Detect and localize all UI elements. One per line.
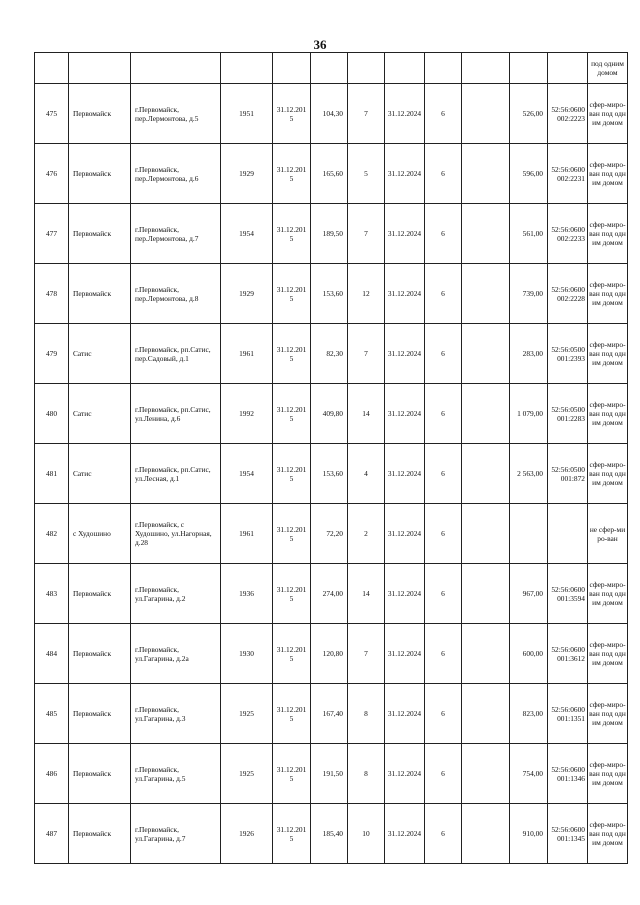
cell-cost bbox=[510, 504, 548, 564]
cell-address: г.Первомайск, рп.Сатис, пер.Садовый, д.1 bbox=[131, 324, 221, 384]
cell-address: г.Первомайск, рп.Сатис, ул.Лесная, д.1 bbox=[131, 444, 221, 504]
cell-method: сфер-миро-ван под одним домом bbox=[588, 624, 628, 684]
cell-year-built: 1961 bbox=[221, 504, 273, 564]
cell-period: 6 bbox=[425, 444, 462, 504]
cell-address: г.Первомайск, ул.Гагарина, д.3 bbox=[131, 684, 221, 744]
cell-cadastral-number: 52:56:0500001:872 bbox=[548, 444, 588, 504]
cell-count: 14 bbox=[348, 384, 385, 444]
cell-method: сфер-миро-ван под одним домом bbox=[588, 144, 628, 204]
table-row bbox=[35, 504, 628, 564]
cell-locality: Первомайск bbox=[69, 624, 131, 684]
cell-cost: 739,00 bbox=[510, 264, 548, 324]
cell-year-built: 1925 bbox=[221, 684, 273, 744]
cell-count: 7 bbox=[348, 84, 385, 144]
cell-cost: 596,00 bbox=[510, 144, 548, 204]
table-row bbox=[35, 624, 628, 684]
cell-empty bbox=[462, 804, 510, 864]
cell-address: г.Первомайск, пер.Лермонтова, д.6 bbox=[131, 144, 221, 204]
cell-empty bbox=[462, 624, 510, 684]
cell-empty bbox=[510, 53, 548, 84]
table-row-partial bbox=[35, 53, 628, 84]
cell-cost: 526,00 bbox=[510, 84, 548, 144]
cell-locality: Первомайск bbox=[69, 264, 131, 324]
cell-date-start: 31.12.2015 bbox=[273, 384, 311, 444]
cell-date-end: 31.12.2024 bbox=[385, 804, 425, 864]
cell-date-end: 31.12.2024 bbox=[385, 264, 425, 324]
cell-cadastral-number bbox=[548, 504, 588, 564]
cell-count: 4 bbox=[348, 444, 385, 504]
cell-year-built: 1930 bbox=[221, 624, 273, 684]
cell-empty bbox=[462, 204, 510, 264]
cell-date-start: 31.12.2015 bbox=[273, 564, 311, 624]
cell-locality: Первомайск bbox=[69, 84, 131, 144]
cell-method: сфер-миро-ван под одним домом bbox=[588, 264, 628, 324]
table-row bbox=[35, 444, 628, 504]
cell-period: 6 bbox=[425, 384, 462, 444]
cell-cadastral-number: 52:56:0600002:2223 bbox=[548, 84, 588, 144]
cell-row-number: 482 bbox=[35, 504, 69, 564]
cell-cost: 2 563,00 bbox=[510, 444, 548, 504]
cell-address: г.Первомайск, пер.Лермонтова, д.8 bbox=[131, 264, 221, 324]
cell-date-end: 31.12.2024 bbox=[385, 744, 425, 804]
cell-cadastral-number: 52:56:0500001:2283 bbox=[548, 384, 588, 444]
cell-empty bbox=[385, 53, 425, 84]
cell-cadastral-number: 52:56:0600001:3594 bbox=[548, 564, 588, 624]
cell-area: 153,60 bbox=[311, 264, 348, 324]
cell-locality: с Худошино bbox=[69, 504, 131, 564]
cell-year-built: 1954 bbox=[221, 444, 273, 504]
cell-address: г.Первомайск, ул.Гагарина, д.7 bbox=[131, 804, 221, 864]
cell-year-built: 1936 bbox=[221, 564, 273, 624]
cell-year-built: 1961 bbox=[221, 324, 273, 384]
cell-period: 6 bbox=[425, 264, 462, 324]
cell-empty bbox=[311, 53, 348, 84]
cell-date-end: 31.12.2024 bbox=[385, 84, 425, 144]
cell-row-number: 477 bbox=[35, 204, 69, 264]
cell-row-number: 484 bbox=[35, 624, 69, 684]
cell-cost: 283,00 bbox=[510, 324, 548, 384]
cell-address: г.Первомайск, с Худошино, ул.Нагорная, д.28 bbox=[131, 504, 221, 564]
cell-area: 189,50 bbox=[311, 204, 348, 264]
cell-cadastral-number: 52:56:0600002:2228 bbox=[548, 264, 588, 324]
cell-date-start: 31.12.2015 bbox=[273, 504, 311, 564]
cell-count: 10 bbox=[348, 804, 385, 864]
cell-address: г.Первомайск, ул.Гагарина, д.5 bbox=[131, 744, 221, 804]
cell-empty bbox=[131, 53, 221, 84]
cell-area: 167,40 bbox=[311, 684, 348, 744]
cell-date-start: 31.12.2015 bbox=[273, 144, 311, 204]
cell-empty bbox=[462, 144, 510, 204]
cell-method: сфер-миро-ван под одним домом bbox=[588, 84, 628, 144]
table-row bbox=[35, 384, 628, 444]
cell-date-start: 31.12.2015 bbox=[273, 804, 311, 864]
cell-year-built: 1926 bbox=[221, 804, 273, 864]
cell-count: 7 bbox=[348, 624, 385, 684]
cell-count: 7 bbox=[348, 204, 385, 264]
cell-method: сфер-миро-ван под одним домом bbox=[588, 564, 628, 624]
cell-empty bbox=[462, 504, 510, 564]
table-row bbox=[35, 264, 628, 324]
cell-period: 6 bbox=[425, 504, 462, 564]
cell-date-end: 31.12.2024 bbox=[385, 384, 425, 444]
cell-empty bbox=[462, 53, 510, 84]
cell-cadastral-number: 52:56:0600002:2233 bbox=[548, 204, 588, 264]
cell-cadastral-number: 52:56:0600001:1351 bbox=[548, 684, 588, 744]
cell-area: 120,80 bbox=[311, 624, 348, 684]
cell-row-number: 480 bbox=[35, 384, 69, 444]
cell-year-built: 1992 bbox=[221, 384, 273, 444]
cell-year-built: 1929 bbox=[221, 264, 273, 324]
table-row bbox=[35, 84, 628, 144]
cell-empty bbox=[462, 444, 510, 504]
cell-date-start: 31.12.2015 bbox=[273, 264, 311, 324]
table-row bbox=[35, 564, 628, 624]
cell-empty bbox=[425, 53, 462, 84]
cell-date-end: 31.12.2024 bbox=[385, 624, 425, 684]
page-number: 36 bbox=[313, 37, 327, 52]
table-body bbox=[35, 53, 628, 864]
cell-date-start: 31.12.2015 bbox=[273, 444, 311, 504]
housing-register-table bbox=[34, 52, 628, 864]
cell-count: 8 bbox=[348, 744, 385, 804]
cell-period: 6 bbox=[425, 324, 462, 384]
cell-period: 6 bbox=[425, 684, 462, 744]
cell-year-built: 1925 bbox=[221, 744, 273, 804]
cell-date-start: 31.12.2015 bbox=[273, 204, 311, 264]
cell-locality: Первомайск bbox=[69, 744, 131, 804]
cell-method: сфер-миро-ван под одним домом bbox=[588, 684, 628, 744]
cell-address: г.Первомайск, ул.Гагарина, д.2а bbox=[131, 624, 221, 684]
cell-locality: Первомайск bbox=[69, 204, 131, 264]
cell-year-built: 1929 bbox=[221, 144, 273, 204]
cell-cadastral-number: 52:56:0600001:1345 bbox=[548, 804, 588, 864]
cell-empty bbox=[462, 384, 510, 444]
cell-cadastral-number: 52:56:0500001:2393 bbox=[548, 324, 588, 384]
cell-locality: Сатис bbox=[69, 384, 131, 444]
cell-row-number: 475 bbox=[35, 84, 69, 144]
cell-empty bbox=[69, 53, 131, 84]
cell-address: г.Первомайск, рп.Сатис, ул.Ленина, д.6 bbox=[131, 384, 221, 444]
cell-empty bbox=[462, 684, 510, 744]
cell-empty bbox=[462, 744, 510, 804]
table-row bbox=[35, 144, 628, 204]
cell-date-end: 31.12.2024 bbox=[385, 324, 425, 384]
cell-date-end: 31.12.2024 bbox=[385, 564, 425, 624]
cell-area: 409,80 bbox=[311, 384, 348, 444]
cell-date-start: 31.12.2015 bbox=[273, 324, 311, 384]
cell-period: 6 bbox=[425, 144, 462, 204]
cell-empty bbox=[462, 324, 510, 384]
cell-period: 6 bbox=[425, 804, 462, 864]
cell-cost: 1 079,00 bbox=[510, 384, 548, 444]
table-row bbox=[35, 744, 628, 804]
cell-address: г.Первомайск, пер.Лермонтова, д.7 bbox=[131, 204, 221, 264]
cell-row-number: 476 bbox=[35, 144, 69, 204]
cell-row-number: 486 bbox=[35, 744, 69, 804]
cell-cost: 910,00 bbox=[510, 804, 548, 864]
cell-year-built: 1954 bbox=[221, 204, 273, 264]
cell-locality: Первомайск bbox=[69, 804, 131, 864]
cell-address: г.Первомайск, ул.Гагарина, д.2 bbox=[131, 564, 221, 624]
cell-locality: Первомайск bbox=[69, 564, 131, 624]
table-row bbox=[35, 204, 628, 264]
cell-count: 2 bbox=[348, 504, 385, 564]
cell-locality: Сатис bbox=[69, 444, 131, 504]
cell-cost: 967,00 bbox=[510, 564, 548, 624]
cell-cost: 561,00 bbox=[510, 204, 548, 264]
cell-cadastral-number: 52:56:0600001:3612 bbox=[548, 624, 588, 684]
cell-cadastral-number: 52:56:0600002:2231 bbox=[548, 144, 588, 204]
cell-method: не сфер-миро-ван bbox=[588, 504, 628, 564]
cell-row-number: 487 bbox=[35, 804, 69, 864]
cell-area: 153,60 bbox=[311, 444, 348, 504]
cell-method: сфер-миро-ван под одним домом bbox=[588, 744, 628, 804]
cell-row-number: 478 bbox=[35, 264, 69, 324]
cell-area: 104,30 bbox=[311, 84, 348, 144]
cell-method: сфер-миро-ван под одним домом bbox=[588, 384, 628, 444]
cell-empty bbox=[462, 264, 510, 324]
cell-period: 6 bbox=[425, 624, 462, 684]
cell-date-start: 31.12.2015 bbox=[273, 624, 311, 684]
cell-count: 14 bbox=[348, 564, 385, 624]
cell-date-end: 31.12.2024 bbox=[385, 144, 425, 204]
cell-locality: Первомайск bbox=[69, 144, 131, 204]
cell-count: 7 bbox=[348, 324, 385, 384]
cell-count: 12 bbox=[348, 264, 385, 324]
cell-period: 6 bbox=[425, 744, 462, 804]
cell-method: сфер-миро-ван под одним домом bbox=[588, 324, 628, 384]
cell-area: 72,20 bbox=[311, 504, 348, 564]
cell-row-number: 483 bbox=[35, 564, 69, 624]
cell-locality: Первомайск bbox=[69, 684, 131, 744]
table-row bbox=[35, 324, 628, 384]
cell-empty bbox=[348, 53, 385, 84]
cell-date-start: 31.12.2015 bbox=[273, 684, 311, 744]
cell-count: 5 bbox=[348, 144, 385, 204]
cell-empty bbox=[221, 53, 273, 84]
cell-locality: Сатис bbox=[69, 324, 131, 384]
cell-address: г.Первомайск, пер.Лермонтова, д.5 bbox=[131, 84, 221, 144]
cell-empty bbox=[462, 84, 510, 144]
cell-area: 165,60 bbox=[311, 144, 348, 204]
cell-method: сфер-миро-ван под одним домом bbox=[588, 444, 628, 504]
cell-date-end: 31.12.2024 bbox=[385, 684, 425, 744]
table-row bbox=[35, 804, 628, 864]
cell-cost: 754,00 bbox=[510, 744, 548, 804]
cell-empty bbox=[35, 53, 69, 84]
cell-period: 6 bbox=[425, 564, 462, 624]
cell-year-built: 1951 bbox=[221, 84, 273, 144]
cell-date-start: 31.12.2015 bbox=[273, 84, 311, 144]
cell-area: 191,50 bbox=[311, 744, 348, 804]
cell-date-end: 31.12.2024 bbox=[385, 444, 425, 504]
cell-empty bbox=[548, 53, 588, 84]
cell-empty bbox=[273, 53, 311, 84]
cell-date-start: 31.12.2015 bbox=[273, 744, 311, 804]
cell-area: 185,40 bbox=[311, 804, 348, 864]
cell-area: 274,00 bbox=[311, 564, 348, 624]
cell-cost: 823,00 bbox=[510, 684, 548, 744]
cell-row-number: 485 bbox=[35, 684, 69, 744]
cell-method: сфер-миро-ван под одним домом bbox=[588, 804, 628, 864]
cell-cost: 600,00 bbox=[510, 624, 548, 684]
cell-period: 6 bbox=[425, 204, 462, 264]
cell-cadastral-number: 52:56:0600001:1346 bbox=[548, 744, 588, 804]
cell-method: под одним домом bbox=[588, 53, 628, 84]
cell-date-end: 31.12.2024 bbox=[385, 504, 425, 564]
cell-row-number: 481 bbox=[35, 444, 69, 504]
cell-date-end: 31.12.2024 bbox=[385, 204, 425, 264]
cell-area: 82,30 bbox=[311, 324, 348, 384]
table-row bbox=[35, 684, 628, 744]
cell-empty bbox=[462, 564, 510, 624]
cell-count: 8 bbox=[348, 684, 385, 744]
cell-row-number: 479 bbox=[35, 324, 69, 384]
cell-period: 6 bbox=[425, 84, 462, 144]
cell-method: сфер-миро-ван под одним домом bbox=[588, 204, 628, 264]
